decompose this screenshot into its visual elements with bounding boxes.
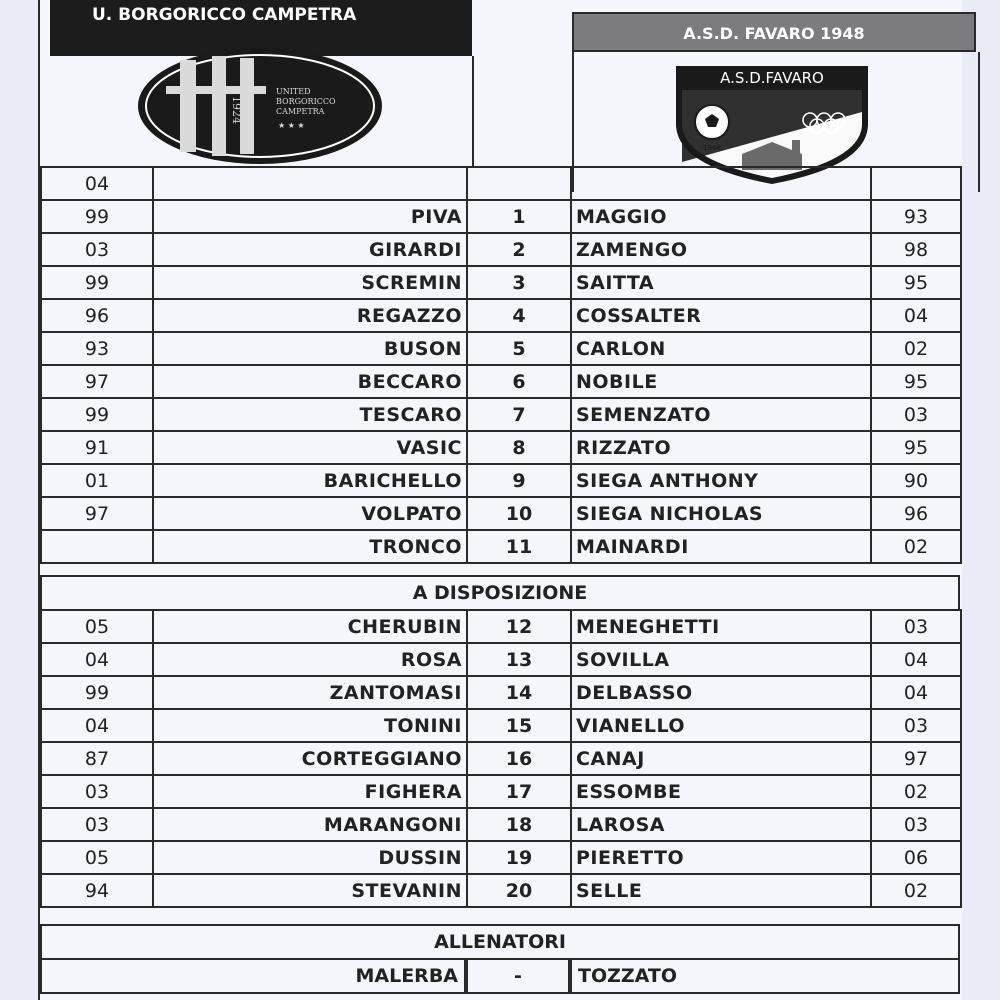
shirt-number: 15 [467,709,571,742]
home-player-name: TRONCO [153,530,467,563]
starters-row [41,497,961,530]
home-birth-year: 99 [41,676,153,709]
away-coach: TOZZATO [570,958,960,994]
home-birth-year: 94 [41,874,153,907]
shirt-number: 17 [467,775,571,808]
away-player-name: MAINARDI [571,530,871,563]
away-player-name: LAROSA [571,808,871,841]
shirt-number: 16 [467,742,571,775]
home-player-name: ROSA [153,643,467,676]
home-team-name: U. BORGORICCO CAMPETRA [92,5,357,25]
away-birth-year: 03 [871,398,961,431]
subs-table [40,609,962,908]
home-birth-year: 93 [41,332,153,365]
away-birth-year: 04 [871,643,961,676]
subs-row [41,742,961,775]
home-player-name: FIGHERA [153,775,467,808]
subs-row [41,775,961,808]
away-player-name: SIEGA NICHOLAS [571,497,871,530]
subs-row [41,676,961,709]
away-player-name: CARLON [571,332,871,365]
shirt-number: 7 [467,398,571,431]
home-player-name: VOLPATO [153,497,467,530]
home-player-name: STEVANIN [153,874,467,907]
shirt-number: 18 [467,808,571,841]
home-birth-year: 04 [41,643,153,676]
home-birth-year: 03 [41,233,153,266]
home-birth-year: 87 [41,742,153,775]
starters-row [41,431,961,464]
away-birth-year: 06 [871,841,961,874]
home-player-name: BECCARO [153,365,467,398]
away-birth-year: 97 [871,742,961,775]
away-player-name: NOBILE [571,365,871,398]
coach-separator: - [466,958,570,994]
subs-body [41,610,961,907]
home-player-name [153,167,467,200]
home-birth-year: 01 [41,464,153,497]
home-birth-year: 97 [41,497,153,530]
home-player-name: SCREMIN [153,266,467,299]
home-player-name: MARANGONI [153,808,467,841]
away-team-header [572,12,976,52]
away-player-name: PIERETTO [571,841,871,874]
home-logo-line-1: UNITED [276,87,311,96]
away-player-name: VIANELLO [571,709,871,742]
away-player-name: MENEGHETTI [571,610,871,643]
home-player-name: TONINI [153,709,467,742]
away-birth-year: 96 [871,497,961,530]
away-birth-year: 90 [871,464,961,497]
home-birth-year: 99 [41,398,153,431]
home-player-name: REGAZZO [153,299,467,332]
shirt-number: 5 [467,332,571,365]
away-birth-year: 95 [871,431,961,464]
away-birth-year: 98 [871,233,961,266]
coaches-title: ALLENATORI [40,924,960,960]
home-logo-line-2: BORGORICCO [276,97,336,106]
away-player-name: SAITTA [571,266,871,299]
away-birth-year: 02 [871,530,961,563]
away-birth-year: 02 [871,874,961,907]
starters-table [40,166,962,564]
away-player-name: COSSALTER [571,299,871,332]
home-birth-year: 96 [41,299,153,332]
away-player-name [571,167,871,200]
away-player-name: SIEGA ANTHONY [571,464,871,497]
away-player-name: DELBASSO [571,676,871,709]
away-player-name: MAGGIO [571,200,871,233]
away-player-name: SELLE [571,874,871,907]
home-player-name: BUSON [153,332,467,365]
starters-row [41,464,961,497]
away-birth-year: 02 [871,775,961,808]
away-player-name: ZAMENGO [571,233,871,266]
home-logo-box [50,56,474,168]
home-logo-year: 1924 [230,96,243,124]
home-birth-year [41,530,153,563]
home-logo-stars: ★ ★ ★ [278,121,305,130]
away-birth-year: 04 [871,676,961,709]
home-player-name: DUSSIN [153,841,467,874]
shirt-number: 10 [467,497,571,530]
shirt-number [467,167,571,200]
shirt-number: 1 [467,200,571,233]
subs-row [41,610,961,643]
home-player-name: VASIC [153,431,467,464]
home-birth-year: 97 [41,365,153,398]
starters-row [41,530,961,563]
away-team-name: A.S.D. FAVARO 1948 [683,24,865,43]
shirt-number: 13 [467,643,571,676]
away-player-name: RIZZATO [571,431,871,464]
home-birth-year: 04 [41,709,153,742]
away-birth-year: 95 [871,266,961,299]
shirt-number: 9 [467,464,571,497]
home-birth-year: 03 [41,808,153,841]
subs-title: A DISPOSIZIONE [40,575,960,611]
shirt-number: 19 [467,841,571,874]
away-birth-year: 03 [871,808,961,841]
home-player-name: GIRARDI [153,233,467,266]
starters-body [41,167,961,563]
subs-row [41,808,961,841]
shirt-number: 6 [467,365,571,398]
away-birth-year: 95 [871,365,961,398]
home-birth-year: 04 [41,167,153,200]
home-player-name: PIVA [153,200,467,233]
away-player-name: SEMENZATO [571,398,871,431]
home-player-name: CHERUBIN [153,610,467,643]
home-logo-line-3: CAMPETRA [276,107,325,116]
shirt-number: 11 [467,530,571,563]
away-birth-year: 02 [871,332,961,365]
away-player-name: SOVILLA [571,643,871,676]
shirt-number: 12 [467,610,571,643]
starters-row [41,365,961,398]
subs-row [41,874,961,907]
away-birth-year: 03 [871,610,961,643]
subs-row [41,841,961,874]
home-team-logo [136,46,384,166]
away-birth-year: 04 [871,299,961,332]
shirt-number: 4 [467,299,571,332]
coaches-row [40,958,960,994]
away-logo-name: A.S.D.FAVARO [720,69,824,87]
starters-row [41,233,961,266]
home-birth-year: 99 [41,200,153,233]
away-birth-year: 93 [871,200,961,233]
home-birth-year: 05 [41,841,153,874]
home-player-name: ZANTOMASI [153,676,467,709]
home-birth-year: 05 [41,610,153,643]
starters-row [41,200,961,233]
away-birth-year [871,167,961,200]
home-birth-year: 91 [41,431,153,464]
home-player-name: CORTEGGIANO [153,742,467,775]
starters-row [41,398,961,431]
shirt-number: 8 [467,431,571,464]
shirt-number: 2 [467,233,571,266]
home-birth-year: 99 [41,266,153,299]
shirt-number: 20 [467,874,571,907]
away-player-name: ESSOMBE [571,775,871,808]
away-birth-year: 03 [871,709,961,742]
home-player-name: BARICHELLO [153,464,467,497]
home-coach: MALERBA [40,958,466,994]
away-logo-year: 1948 [703,144,721,152]
starters-row [41,332,961,365]
shirt-number: 14 [467,676,571,709]
away-player-name: CANAJ [571,742,871,775]
starters-row [41,266,961,299]
subs-row [41,709,961,742]
starters-row [41,299,961,332]
starters-row [41,167,961,200]
home-player-name: TESCARO [153,398,467,431]
subs-row [41,643,961,676]
shirt-number: 3 [467,266,571,299]
home-birth-year: 03 [41,775,153,808]
